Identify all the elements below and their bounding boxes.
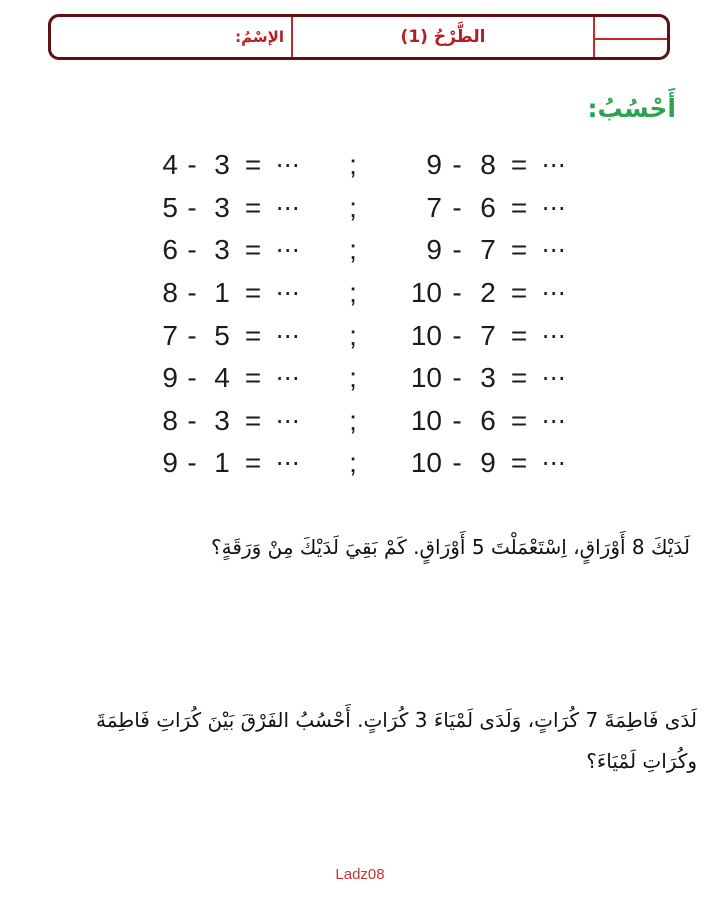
- word-problem-2: [18, 700, 697, 782]
- minuend: 10: [410, 404, 442, 436]
- minuend: 8: [162, 277, 178, 309]
- subtrahend: 3: [214, 149, 230, 181]
- equation-row: [140, 400, 574, 443]
- minuend: 7: [162, 319, 178, 351]
- equals-sign: =: [510, 404, 528, 436]
- watermark: Ladz08: [335, 866, 385, 883]
- answer-blank: ⋯: [541, 449, 567, 478]
- equals-sign: =: [510, 447, 528, 479]
- minuend: 10: [410, 277, 442, 309]
- minus-sign: -: [452, 277, 462, 309]
- equals-sign: =: [244, 191, 262, 223]
- equals-sign: =: [244, 362, 262, 394]
- minus-sign: -: [187, 277, 197, 309]
- minus-sign: -: [187, 447, 197, 479]
- answer-blank: ⋯: [541, 193, 567, 222]
- separator: ;: [349, 447, 357, 479]
- equals-sign: =: [510, 149, 528, 181]
- minus-sign: -: [452, 447, 462, 479]
- word-problem-2-line-2: وكُرَاتِ لَمْيَاءَ؟: [586, 749, 697, 773]
- minus-sign: -: [452, 191, 462, 223]
- subtrahend: 6: [480, 404, 496, 436]
- minus-sign: -: [187, 319, 197, 351]
- minuend: 9: [162, 447, 178, 479]
- minus-sign: -: [452, 362, 462, 394]
- separator: ;: [349, 149, 357, 181]
- separator: ;: [349, 277, 357, 309]
- word-problem-2-line-1: لَدَى فَاطِمَةَ 7 كُرَاتٍ، وَلَدَى لَمْيَاءَ 3 كُرَاتٍ. أَحْسُبُ الفَرْقَ بَيْنَ كُرَاتِ فَاطِمَةَ: [95, 708, 697, 732]
- worksheet-title: الطَّرْحُ (1): [400, 27, 486, 47]
- word-problem-1-text: لَدَيْكَ 8 أَوْرَاقٍ، اِسْتَعْمَلْتَ 5 أَوْرَاقٍ. كَمْ بَقِيَ لَدَيْكَ مِنْ وَرَقَةٍ؟: [211, 535, 690, 559]
- minus-sign: -: [452, 234, 462, 266]
- equals-sign: =: [510, 362, 528, 394]
- answer-blank: ⋯: [275, 364, 301, 393]
- answer-blank: ⋯: [275, 236, 301, 265]
- score-box-bottom-cell: [595, 40, 667, 57]
- minuend: 7: [426, 191, 442, 223]
- minuend: 6: [162, 234, 178, 266]
- minus-sign: -: [187, 191, 197, 223]
- minus-sign: -: [187, 149, 197, 181]
- equals-sign: =: [244, 277, 262, 309]
- minus-sign: -: [187, 362, 197, 394]
- equals-sign: =: [510, 277, 528, 309]
- equals-sign: =: [244, 234, 262, 266]
- answer-blank: ⋯: [275, 279, 301, 308]
- equation-row: [140, 144, 574, 187]
- equals-sign: =: [244, 319, 262, 351]
- subtrahend: 1: [214, 277, 230, 309]
- answer-blank: ⋯: [541, 364, 567, 393]
- subtrahend: 3: [214, 191, 230, 223]
- minus-sign: -: [187, 234, 197, 266]
- equals-sign: =: [510, 319, 528, 351]
- separator: ;: [349, 234, 357, 266]
- worksheet-header: [48, 14, 670, 60]
- minuend: 5: [162, 191, 178, 223]
- subtrahend: 2: [480, 277, 496, 309]
- separator: ;: [349, 319, 357, 351]
- subtrahend: 3: [480, 362, 496, 394]
- minuend: 10: [410, 319, 442, 351]
- answer-blank: ⋯: [541, 321, 567, 350]
- minuend: 9: [426, 149, 442, 181]
- equals-sign: =: [244, 149, 262, 181]
- minuend: 9: [162, 362, 178, 394]
- subtrahend: 1: [214, 447, 230, 479]
- instruction-heading: أَحْسُبُ:: [587, 94, 676, 123]
- minus-sign: -: [452, 149, 462, 181]
- subtrahend: 9: [480, 447, 496, 479]
- answer-blank: ⋯: [275, 406, 301, 435]
- equation-row: [140, 357, 574, 400]
- word-problem-1: [20, 527, 690, 568]
- minuend: 8: [162, 404, 178, 436]
- minuend: 10: [410, 447, 442, 479]
- minus-sign: -: [452, 404, 462, 436]
- equation-row: [140, 314, 574, 357]
- answer-blank: ⋯: [541, 236, 567, 265]
- separator: ;: [349, 191, 357, 223]
- answer-blank: ⋯: [275, 151, 301, 180]
- equals-sign: =: [244, 447, 262, 479]
- separator: ;: [349, 404, 357, 436]
- equation-row: [140, 229, 574, 272]
- minuend: 4: [162, 149, 178, 181]
- minus-sign: -: [187, 404, 197, 436]
- equals-sign: =: [510, 234, 528, 266]
- answer-blank: ⋯: [541, 406, 567, 435]
- subtrahend: 3: [214, 404, 230, 436]
- answer-blank: ⋯: [275, 193, 301, 222]
- name-field-cell: [51, 17, 293, 57]
- title-cell: [293, 17, 595, 57]
- minuend: 9: [426, 234, 442, 266]
- score-box: [595, 17, 667, 57]
- answer-blank: ⋯: [275, 449, 301, 478]
- minus-sign: -: [452, 319, 462, 351]
- answer-blank: ⋯: [541, 151, 567, 180]
- equation-row: [140, 272, 574, 315]
- name-label: الإسْمُ:: [235, 28, 284, 46]
- answer-blank: ⋯: [541, 279, 567, 308]
- subtrahend: 3: [214, 234, 230, 266]
- equation-row: [140, 442, 574, 485]
- subtrahend: 5: [214, 319, 230, 351]
- equations: [140, 144, 574, 485]
- equals-sign: =: [244, 404, 262, 436]
- equals-sign: =: [510, 191, 528, 223]
- subtrahend: 7: [480, 234, 496, 266]
- subtrahend: 6: [480, 191, 496, 223]
- score-box-top-cell: [595, 17, 667, 40]
- separator: ;: [349, 362, 357, 394]
- subtrahend: 7: [480, 319, 496, 351]
- equation-row: [140, 187, 574, 230]
- answer-blank: ⋯: [275, 321, 301, 350]
- minuend: 10: [410, 362, 442, 394]
- subtrahend: 4: [214, 362, 230, 394]
- subtrahend: 8: [480, 149, 496, 181]
